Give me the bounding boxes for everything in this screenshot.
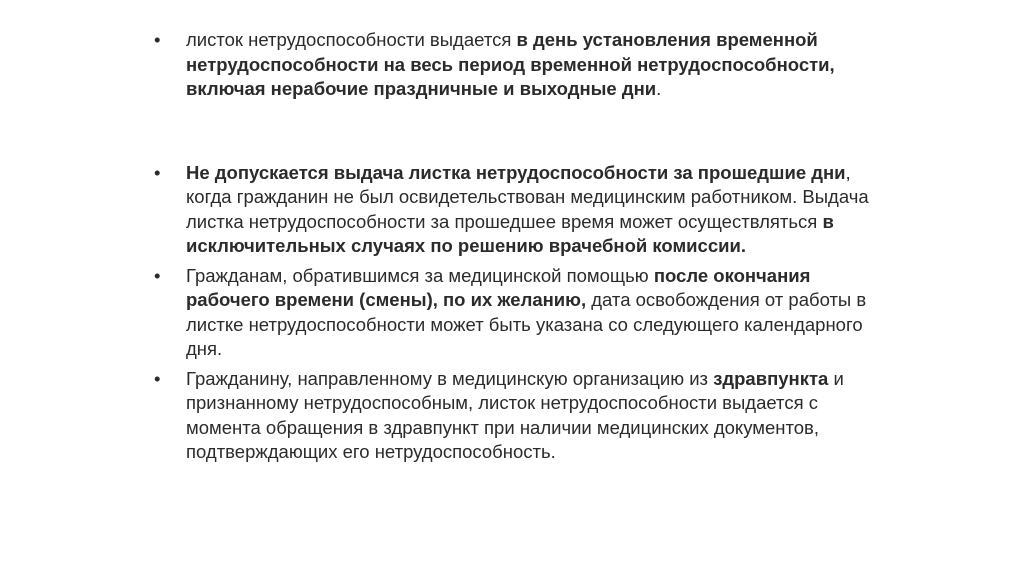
text-segment: и признанному нетрудоспособным, листок нетрудоспособности выдается с момента обращения в здравпункт при наличии медицинских документов, подтверждающих его нетрудоспособность. (186, 367, 844, 462)
text-segment: дата освобождения от работы в листке нетрудоспособности может быть указана со следующего календарного дня. (186, 289, 867, 359)
bullet-text (186, 368, 844, 463)
text-segment-bold: в исключительных случаях по решению врачебной комиссии. (186, 210, 834, 256)
text-segment-bold: после окончания рабочего времени (смены), по их желанию, (186, 264, 811, 310)
bullet-dot-icon: • (154, 29, 161, 50)
bullet-dot-icon: • (154, 161, 161, 183)
text-segment: листок нетрудоспособности выдается (186, 29, 517, 50)
text-segment-bold: здравпункта (713, 367, 829, 389)
text-segment: Гражданам, обратившимся за медицинской помощью (186, 264, 654, 286)
bullet-text (186, 162, 869, 257)
text-segment: Гражданину, направленному в медицинскую организацию из (186, 367, 714, 389)
bullet-list (154, 28, 894, 465)
bullet-item-after-hours (154, 264, 894, 362)
bullet-item-past-days-restriction (154, 161, 894, 259)
bullet-item-sick-leave-issue-day (154, 28, 894, 102)
text-segment-bold: в день установления временной нетрудоспособности на весь период временной нетрудоспособности, включая нерабочие праздничные и выходные дни (186, 29, 835, 99)
bullet-dot-icon: • (154, 367, 161, 389)
text-segment: . (656, 78, 662, 99)
bullet-item-health-post (154, 367, 894, 465)
bullet-text (186, 29, 835, 99)
text-segment: , когда гражданин не был освидетельствован медицинским работником. Выдача листка нетрудоспособности за прошедшее время может осуществляться (186, 161, 869, 232)
bullet-dot-icon: • (154, 264, 161, 286)
bullet-text (186, 265, 866, 360)
text-segment-bold: Не допускается выдача листка нетрудоспособности за прошедшие дни (186, 161, 846, 183)
